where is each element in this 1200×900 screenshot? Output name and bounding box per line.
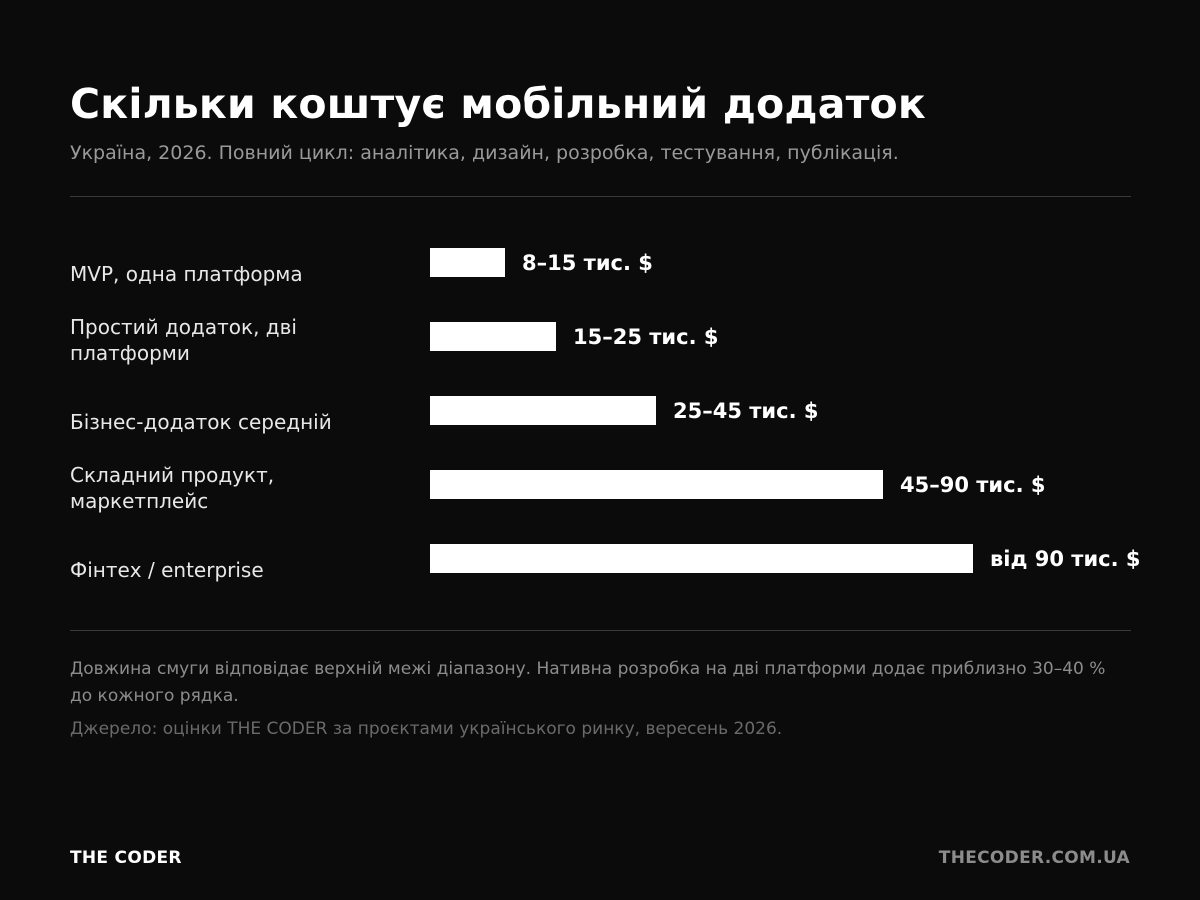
category-label: MVP, одна платформа — [70, 262, 303, 286]
brand-url[interactable]: THECODER.COM.UA — [938, 848, 1130, 868]
divider-bottom — [70, 630, 1131, 631]
category-label: Простий додаток, дві платформи — [70, 315, 297, 365]
value-label: 15–25 тис. $ — [573, 325, 719, 349]
value-label: 45–90 тис. $ — [900, 473, 1046, 497]
bar — [430, 470, 883, 499]
category-label: Складний продукт, маркетплейс — [70, 463, 275, 513]
category-label: Фінтех / enterprise — [70, 558, 264, 582]
bar — [430, 544, 973, 573]
category-label: Бізнес-додаток середній — [70, 410, 332, 434]
bar — [430, 248, 505, 277]
value-label: 25–45 тис. $ — [673, 399, 819, 423]
chart-source: Джерело: оцінки THE CODER за проєктами українського ринку, вересень 2026. — [70, 719, 783, 739]
value-label: від 90 тис. $ — [990, 547, 1141, 571]
value-label: 8–15 тис. $ — [522, 251, 653, 275]
bar — [430, 396, 656, 425]
brand-name: THE CODER — [70, 848, 182, 868]
bar — [430, 322, 556, 351]
page-title: Скільки коштує мобільний додаток — [70, 80, 926, 128]
page-subtitle: Україна, 2026. Повний цикл: аналітика, дизайн, розробка, тестування, публікація. — [70, 142, 899, 164]
chart-note: Довжина смуги відповідає верхній межі діапазону. Нативна розробка на дві платформи додає приблизно 30–40 % до кожного рядка. — [70, 659, 1106, 706]
